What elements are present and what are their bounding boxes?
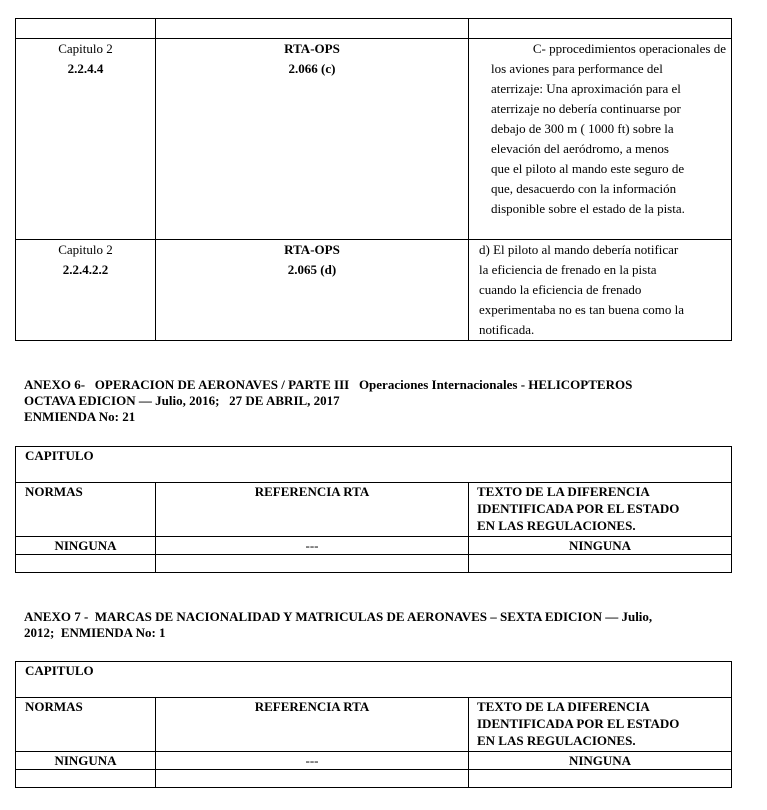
capitulo-cell [16, 447, 732, 483]
referencia-value: --- [305, 753, 319, 768]
empty-cell [16, 555, 156, 573]
rta-reference-cell [156, 39, 469, 240]
difference-text-cell [469, 39, 732, 240]
difference-line: notificada. [479, 322, 535, 337]
texto-value-cell [469, 537, 732, 555]
referencia-header-label: REFERENCIA RTA [254, 699, 370, 714]
chapter-cell [16, 240, 156, 341]
capitulo-cell [16, 662, 732, 698]
difference-line: elevación del aeródromo, a menos [491, 141, 669, 156]
anexo7-heading-line1: ANEXO 7 - MARCAS DE NACIONALIDAD Y MATRICULAS DE AERONAVES – SEXTA EDICION — Julio, [24, 609, 653, 624]
difference-line: que, desacuerdo con la información [491, 181, 677, 196]
texto-header-line1: TEXTO DE LA DIFERENCIA [477, 699, 650, 714]
normas-value: NINGUNA [54, 538, 117, 553]
texto-diferencia-header [469, 698, 732, 752]
chapter-cell [16, 39, 156, 240]
referencia-value: --- [305, 538, 319, 553]
texto-header-line2: IDENTIFICADA POR EL ESTADO [477, 716, 680, 731]
differences-table [15, 18, 732, 341]
texto-value: NINGUNA [568, 538, 632, 553]
empty-cell [16, 770, 156, 788]
normas-value: NINGUNA [54, 753, 117, 768]
empty-cell [16, 19, 156, 39]
empty-cell [156, 555, 469, 573]
difference-line: los aviones para performance del [491, 61, 663, 76]
referencia-value-cell [156, 537, 469, 555]
empty-cell [469, 19, 732, 39]
difference-line: aterrizaje: Una aproximación para el [491, 81, 681, 96]
texto-value: NINGUNA [568, 753, 632, 768]
empty-cell [469, 770, 732, 788]
anexo6-table [15, 446, 732, 573]
normas-header [16, 698, 156, 752]
difference-line: d) El piloto al mando debería notificar [479, 242, 679, 257]
referencia-header [156, 483, 469, 537]
referencia-value-cell [156, 752, 469, 770]
anexo6-heading-line2: OCTAVA EDICION — Julio, 2016; 27 DE ABRIL, 2017 [24, 393, 340, 408]
anexo7-heading [24, 609, 764, 641]
normas-header-label: NORMAS [25, 484, 83, 499]
texto-diferencia-header [469, 483, 732, 537]
difference-line: cuando la eficiencia de frenado [479, 282, 642, 297]
difference-line: disponible sobre el estado de la pista. [491, 201, 685, 216]
normas-value-cell [16, 537, 156, 555]
anexo6-heading-line3: ENMIENDA No: 21 [24, 409, 136, 424]
rta-code: 2.066 (c) [288, 61, 336, 76]
anexo7-heading-line2: 2012; ENMIENDA No: 1 [24, 625, 166, 640]
normas-header [16, 483, 156, 537]
texto-header-line3: EN LAS REGULACIONES. [477, 518, 636, 533]
difference-line: la eficiencia de frenado en la pista [479, 262, 657, 277]
empty-cell [156, 19, 469, 39]
difference-line: debajo de 300 m ( 1000 ft) sobre la [491, 121, 674, 136]
empty-cell [156, 770, 469, 788]
difference-line: experimentaba no es tan buena como la [479, 302, 685, 317]
referencia-header [156, 698, 469, 752]
rta-title: RTA-OPS [284, 41, 340, 56]
rta-title: RTA-OPS [284, 242, 340, 257]
normas-value-cell [16, 752, 156, 770]
capitulo-label: CAPITULO [25, 448, 94, 463]
section-number: 2.2.4.4 [67, 61, 104, 76]
rta-code: 2.065 (d) [287, 262, 337, 277]
chapter-label: Capitulo 2 [58, 41, 113, 56]
difference-line: C- pprocedimientos operacionales de [532, 41, 726, 56]
texto-header-line1: TEXTO DE LA DIFERENCIA [477, 484, 650, 499]
section-number: 2.2.4.2.2 [62, 262, 109, 277]
empty-cell [469, 555, 732, 573]
texto-value-cell [469, 752, 732, 770]
anexo6-heading-line1: ANEXO 6- OPERACION DE AERONAVES / PARTE III Operaciones Internacionales - HELICOPTEROS [24, 377, 633, 392]
referencia-header-label: REFERENCIA RTA [254, 484, 370, 499]
difference-text-cell [469, 240, 732, 341]
chapter-label: Capitulo 2 [58, 242, 113, 257]
texto-header-line2: IDENTIFICADA POR EL ESTADO [477, 501, 680, 516]
difference-line: aterrizaje no debería continuarse por [491, 101, 681, 116]
rta-reference-cell [156, 240, 469, 341]
normas-header-label: NORMAS [25, 699, 83, 714]
anexo6-heading [24, 377, 764, 425]
anexo7-table [15, 661, 732, 788]
difference-line: que el piloto al mando este seguro de [491, 161, 685, 176]
texto-header-line3: EN LAS REGULACIONES. [477, 733, 636, 748]
capitulo-label: CAPITULO [25, 663, 94, 678]
